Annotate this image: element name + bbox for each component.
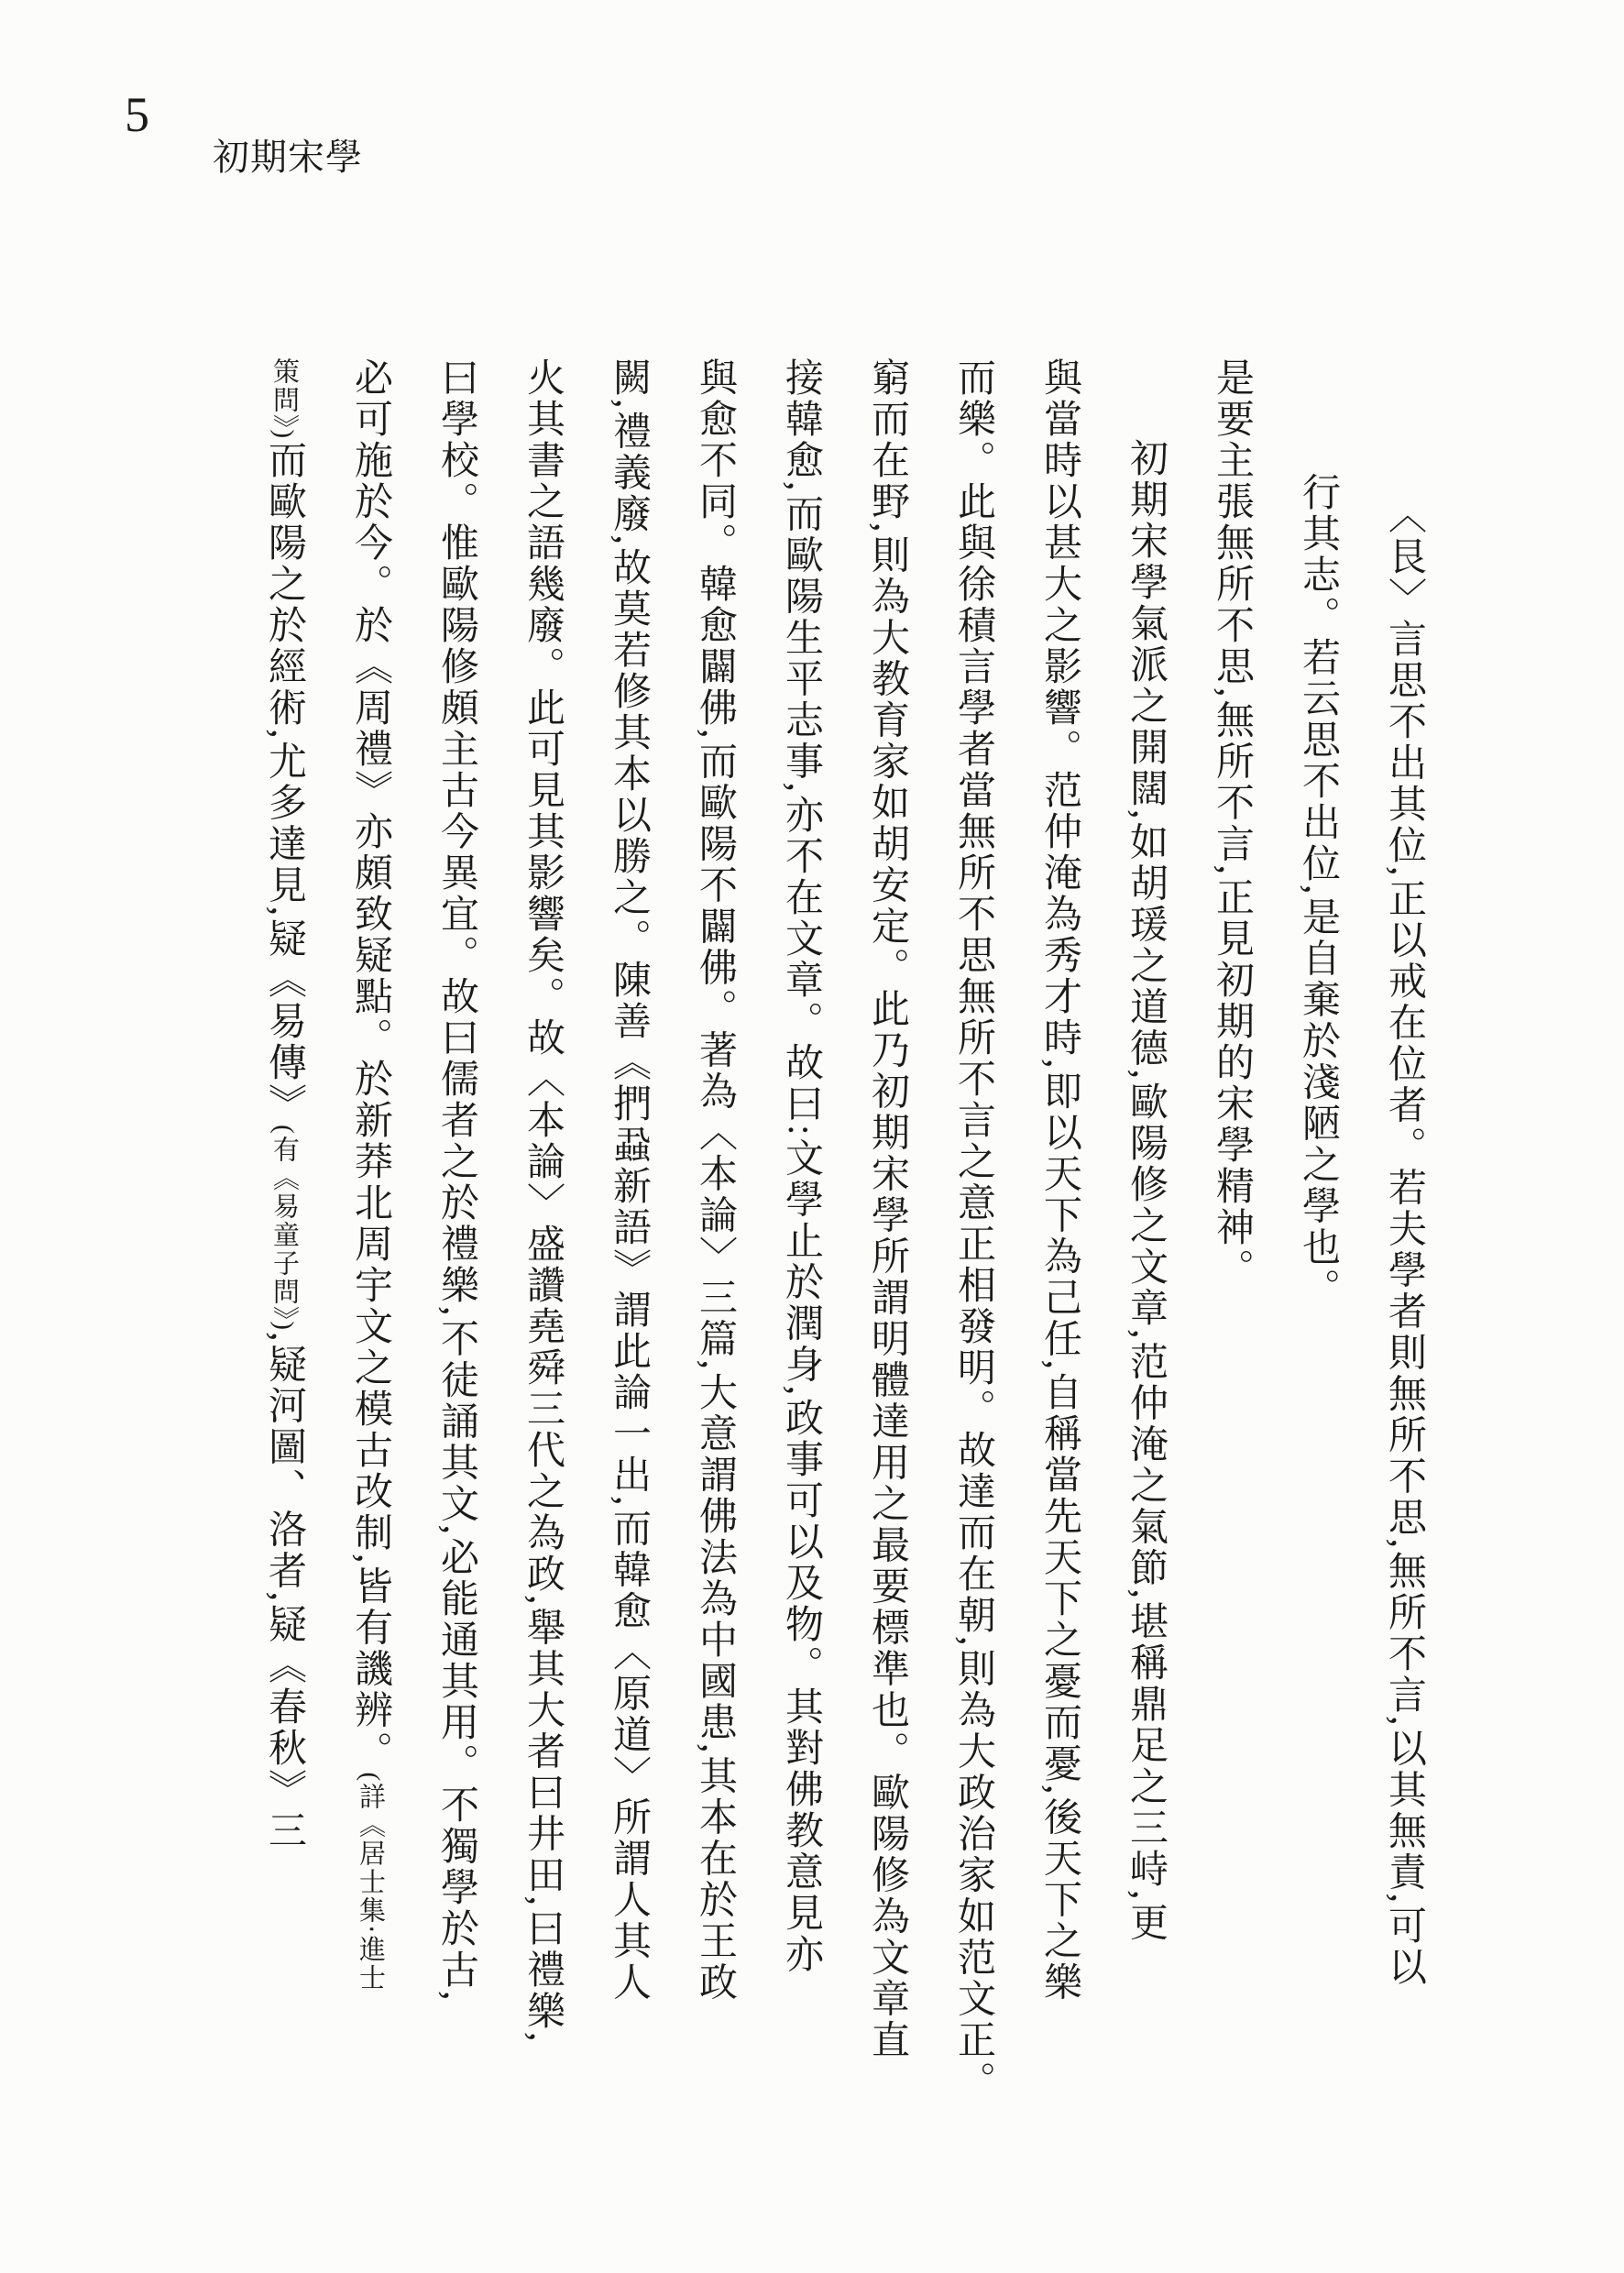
text-run: 火其書之語幾廢。此可見其影響矣。故〈本論〉盛讚堯舜三代之為政,舉其大者曰井田,曰禮樂, xyxy=(521,357,564,2045)
text-run: ,疑河圖、洛者,疑《春秋》三 xyxy=(263,1332,305,1851)
text-column xyxy=(1212,357,1252,2236)
text-run: 初期宋學氣派之開闊,如胡瑗之道德,歐陽修之文章,范仲淹之氣節,堪稱鼎足之三峙,更 xyxy=(1125,438,1167,1944)
text-column xyxy=(436,357,477,2236)
text-run: 而樂。此與徐積言學者當無所不思無所不言之意正相發明。故達而在朝,則為大政治家如范文正。 xyxy=(952,357,994,2103)
text-column xyxy=(953,357,993,2236)
text-run: 接韓愈,而歐陽生平志事,亦不在文章。故曰:文學止於潤身,政事可以及物。其對佛教意見亦 xyxy=(780,357,822,1976)
annotation-run: (詳《居士集‧進士 xyxy=(356,1772,385,1993)
text-run: 是要主張無所不思,無所不言,正見初期的宋學精神。 xyxy=(1211,357,1253,1290)
text-column xyxy=(781,357,821,2236)
running-header: 初期宋學 xyxy=(213,137,363,178)
text-run: 曰學校。惟歐陽修頗主古今異宜。故曰儒者之於禮樂,不徒誦其文,必能通其用。不獨學於古, xyxy=(435,357,477,2004)
text-column xyxy=(609,357,649,2236)
text-column xyxy=(1298,357,1338,2236)
text-column xyxy=(1384,357,1424,2236)
text-run: 與當時以甚大之影響。范仲淹為秀才時,即以天下為己任,自稱當先天下之憂而憂,後天下之樂 xyxy=(1038,357,1081,2004)
text-column xyxy=(350,357,390,2236)
text-run: 闕,禮義廢,故莫若修其本以勝之。陳善《捫蝨新語》謂此論一出,而韓愈〈原道〉所謂人其人 xyxy=(608,357,650,2004)
text-column xyxy=(867,357,907,2236)
annotation-run: (有《易童子問》) xyxy=(269,1125,299,1332)
text-column xyxy=(264,357,304,2236)
text-column xyxy=(522,357,563,2236)
annotation-run: 策問》) xyxy=(269,357,299,441)
text-run: 必可施於今。於《周禮》亦頗致疑點。於新莽北周宇文之模古改制,皆有譏辨。 xyxy=(349,357,391,1773)
text-run: 行其志。若云思不出位,是自棄於淺陋之學也。 xyxy=(1297,472,1339,1310)
text-column xyxy=(1039,357,1080,2236)
body-text xyxy=(218,357,1424,2236)
text-run: 而歐陽之於經術,尤多達見,疑《易傳》 xyxy=(263,440,305,1126)
text-column xyxy=(695,357,735,2236)
text-run: 〈艮〉言思不出其位,正以戒在位者。若夫學者則無所不思,無所不言,以其無責,可以 xyxy=(1383,495,1425,1988)
text-run: 窮而在野,則為大教育家如胡安定。此乃初期宋學所謂明體達用之最要標準也。歐陽修為文章直 xyxy=(866,357,908,2061)
text-run: 與愈不同。韓愈闢佛,而歐陽不闢佛。著為〈本論〉三篇,大意謂佛法為中國患,其本在於王政 xyxy=(694,357,736,2004)
page-number: 5 xyxy=(125,87,149,142)
text-column xyxy=(1125,357,1166,2236)
